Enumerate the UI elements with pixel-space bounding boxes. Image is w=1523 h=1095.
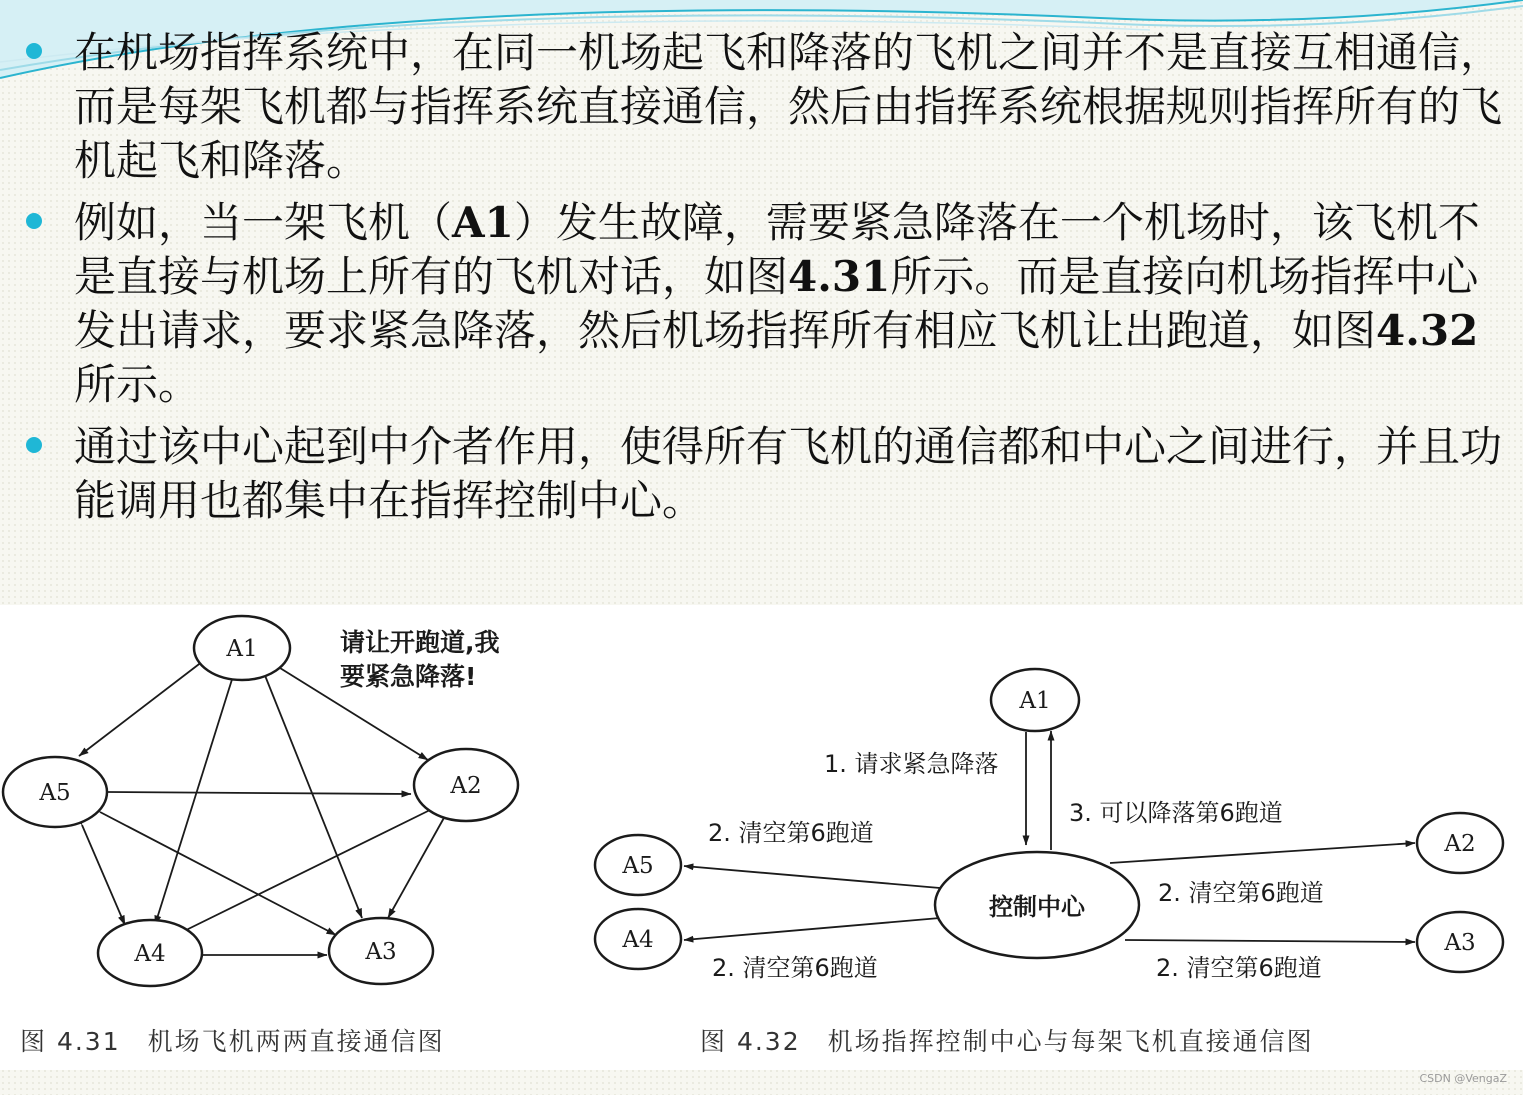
mediator-node-control-center xyxy=(935,852,1139,958)
mediator-node-a5 xyxy=(595,835,681,895)
mesh-node-a1 xyxy=(194,616,290,680)
figure-panel xyxy=(0,605,1523,1070)
edge-a2-a4 xyxy=(176,810,430,935)
speech-line-1: 请让开跑道,我 xyxy=(340,628,500,657)
svg-text:A3: A3 xyxy=(365,939,397,965)
mesh-node-a5 xyxy=(3,757,107,827)
figure-431 xyxy=(3,616,518,1056)
label-clear-a2: 2. 清空第6跑道 xyxy=(1158,879,1324,907)
bullet-item-2 xyxy=(22,196,1507,412)
watermark: CSDN @VengaZ xyxy=(1419,1072,1507,1085)
mesh-node-a3 xyxy=(329,918,433,984)
svg-text:A2: A2 xyxy=(1444,831,1476,857)
svg-text:控制中心: 控制中心 xyxy=(989,893,1085,921)
mediator-node-a1 xyxy=(991,669,1079,731)
figure-ref-432: 4.32 xyxy=(1376,306,1479,355)
bullet-dot xyxy=(26,43,42,59)
figure-ref-431: 4.31 xyxy=(788,252,891,301)
bullet-item-1 xyxy=(22,26,1507,188)
caption-431: 图 4.31 机场飞机两两直接通信图 xyxy=(20,1027,445,1056)
plane-id-text: A1 xyxy=(452,198,514,247)
label-clear-a5: 2. 清空第6跑道 xyxy=(708,819,874,847)
mediator-node-a4 xyxy=(595,909,681,969)
edge-center-to-a5 xyxy=(684,866,940,888)
edge-center-to-a2 xyxy=(1110,843,1415,863)
bullet-dot xyxy=(26,213,42,229)
svg-text:A5: A5 xyxy=(622,853,654,879)
svg-text:A4: A4 xyxy=(622,927,654,953)
svg-text:A1: A1 xyxy=(1019,688,1051,714)
speech-line-2: 要紧急降落! xyxy=(340,662,477,691)
figure-432 xyxy=(595,669,1503,1056)
mesh-edges xyxy=(79,658,445,955)
mediator-node-a3 xyxy=(1417,912,1503,972)
edge-a5-a4 xyxy=(82,825,125,925)
edge-center-to-a4 xyxy=(684,918,940,940)
edge-a5-a2 xyxy=(108,792,411,794)
svg-text:A5: A5 xyxy=(39,780,71,806)
edge-a2-a3 xyxy=(388,816,445,918)
svg-text:A1: A1 xyxy=(226,636,258,662)
edge-a1-a5 xyxy=(79,658,207,756)
bullet-text: 通过该中心起到中介者作用，使得所有飞机的通信都和中心之间进行，并且功能调用也都集中在指挥控制中心。 xyxy=(74,422,1503,525)
mesh-node-a2 xyxy=(414,749,518,821)
edge-a1-a4 xyxy=(155,673,234,925)
mesh-node-a4 xyxy=(98,920,202,986)
bullet-list xyxy=(22,26,1507,536)
caption-432: 图 4.32 机场指挥控制中心与每架飞机直接通信图 xyxy=(700,1027,1314,1056)
label-clear-a4: 2. 清空第6跑道 xyxy=(712,954,878,982)
label-clear-a3: 2. 清空第6跑道 xyxy=(1156,954,1322,982)
mediator-node-a2 xyxy=(1417,813,1503,873)
svg-text:A3: A3 xyxy=(1444,930,1476,956)
svg-text:A4: A4 xyxy=(134,941,166,967)
bullet-dot xyxy=(26,437,42,453)
label-request-landing: 1. 请求紧急降落 xyxy=(824,750,999,778)
bullet-text: 在机场指挥系统中，在同一机场起飞和降落的飞机之间并不是直接互相通信，而是每架飞机都与指挥系统直接通信，然后由指挥系统根据规则指挥所有的飞机起飞和降落。 xyxy=(74,28,1503,185)
bullet-text: 例如，当一架飞机（A1）发生故障，需要紧急降落在一个机场时，该飞机不是直接与机场上所有的飞机对话，如图4.31所示。而是直接向机场指挥中心发出请求，要求紧急降落，然后机场指挥所有相应飞机让出跑道，如图4.32所示。 xyxy=(74,198,1480,409)
figures-svg xyxy=(0,605,1523,1070)
bullet-item-3 xyxy=(22,420,1507,528)
label-permit-landing: 3. 可以降落第6跑道 xyxy=(1069,799,1283,827)
svg-text:A2: A2 xyxy=(450,773,482,799)
edge-center-to-a3 xyxy=(1125,940,1415,942)
